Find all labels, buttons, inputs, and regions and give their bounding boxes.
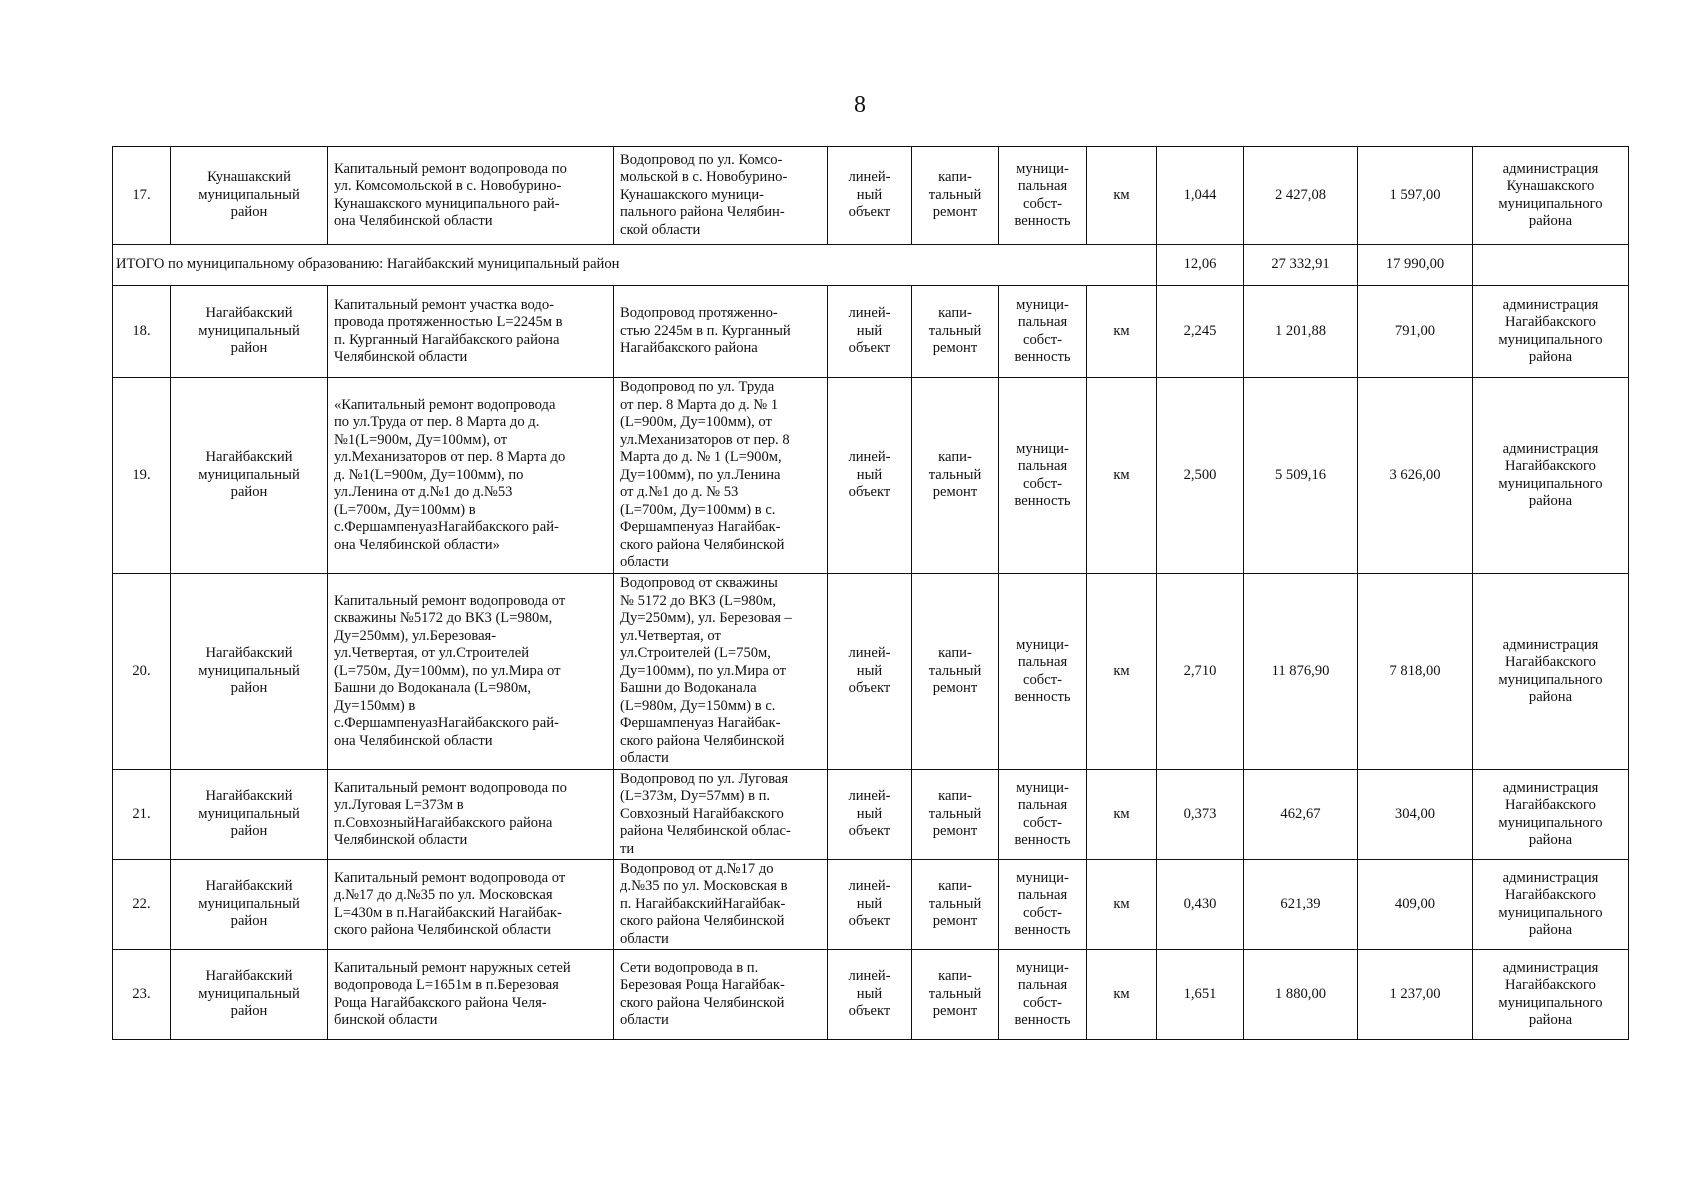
total-length: 12,06 [1157, 245, 1244, 286]
row-number: 20. [113, 574, 171, 770]
ownership-type: муници- пальная собст- венность [999, 147, 1087, 245]
ownership-type: муници- пальная собст- венность [999, 770, 1087, 860]
funding-value: 1 237,00 [1358, 950, 1473, 1040]
ownership-type: муници- пальная собст- венность [999, 574, 1087, 770]
total-funding: 17 990,00 [1358, 245, 1473, 286]
responsible-organization: администрация Нагайбакского муниципального района [1473, 950, 1629, 1040]
table-row [113, 950, 1629, 1040]
length-value: 0,430 [1157, 860, 1244, 950]
cost-value: 462,67 [1244, 770, 1358, 860]
funding-value: 7 818,00 [1358, 574, 1473, 770]
table-row [113, 147, 1629, 245]
object-description: Водопровод по ул. Комсо- мольской в с. Новобурино- Кунашакского муници- пального района Челябин- ской области [614, 147, 828, 245]
table-row [113, 860, 1629, 950]
object-name: Капитальный ремонт наружных сетей водопровода L=1651м в п.Березовая Роща Нагайбакского района Челя- бинской области [328, 950, 614, 1040]
unit: км [1087, 378, 1157, 574]
page-number: 8 [854, 92, 866, 118]
length-value: 0,373 [1157, 770, 1244, 860]
object-description: Водопровод по ул. Труда от пер. 8 Марта до д. № 1 (L=900м, Ду=100мм), от ул.Механизаторов от пер. 8 Марта до д. № 1 (L=900м, Ду=100мм), по ул.Ленина от д.№1 до д. № 53 (L=700м, Ду=100мм) в с. Фершампенуаз Нагайбак- ского района Челябинской области [614, 378, 828, 574]
row-number: 18. [113, 286, 171, 378]
district-name: Нагайбакский муниципальный район [171, 950, 328, 1040]
funding-value: 1 597,00 [1358, 147, 1473, 245]
table-row [113, 378, 1629, 574]
object-type: линей- ный объект [828, 378, 912, 574]
district-name: Нагайбакский муниципальный район [171, 286, 328, 378]
funding-value: 791,00 [1358, 286, 1473, 378]
length-value: 1,651 [1157, 950, 1244, 1040]
ownership-type: муници- пальная собст- венность [999, 286, 1087, 378]
object-description: Водопровод от скважины № 5172 до ВК3 (L=980м, Ду=250мм), ул. Березовая – ул.Четвертая, от ул.Строителей (L=750м, Ду=100мм), по ул.Мира от Башни до Водоканала (L=980м, Ду=150мм) в с. Фершампенуаз Нагайбак- ского района Челябинской области [614, 574, 828, 770]
work-type: капи- тальный ремонт [912, 770, 999, 860]
total-cost: 27 332,91 [1244, 245, 1358, 286]
object-description: Водопровод по ул. Луговая (L=373м, Dy=57мм) в п. Совхозный Нагайбакского района Челябинской облас- ти [614, 770, 828, 860]
object-name: Капитальный ремонт водопровода по ул.Луговая L=373м в п.СовхозныйНагайбакского района Челябинской области [328, 770, 614, 860]
unit: км [1087, 147, 1157, 245]
object-type: линей- ный объект [828, 147, 912, 245]
funding-value: 304,00 [1358, 770, 1473, 860]
work-type: капи- тальный ремонт [912, 950, 999, 1040]
ownership-type: муници- пальная собст- венность [999, 378, 1087, 574]
unit: км [1087, 574, 1157, 770]
unit: км [1087, 770, 1157, 860]
object-type: линей- ный объект [828, 574, 912, 770]
object-name: Капитальный ремонт водопровода от д.№17 до д.№35 по ул. Московская L=430м в п.Нагайбакский Нагайбак- ского района Челябинской области [328, 860, 614, 950]
object-type: линей- ный объект [828, 860, 912, 950]
table-row [113, 574, 1629, 770]
unit: км [1087, 860, 1157, 950]
responsible-organization: администрация Нагайбакского муниципального района [1473, 770, 1629, 860]
total-empty-cell [1473, 245, 1629, 286]
unit: км [1087, 286, 1157, 378]
table-body [113, 147, 1629, 1040]
length-value: 2,710 [1157, 574, 1244, 770]
object-name: Капитальный ремонт участка водо- провода протяженностью L=2245м в п. Курганный Нагайбакского района Челябинской области [328, 286, 614, 378]
cost-value: 5 509,16 [1244, 378, 1358, 574]
work-type: капи- тальный ремонт [912, 147, 999, 245]
table-row [113, 286, 1629, 378]
municipal-total-row [113, 245, 1629, 286]
district-name: Нагайбакский муниципальный район [171, 378, 328, 574]
ownership-type: муници- пальная собст- венность [999, 860, 1087, 950]
unit: км [1087, 950, 1157, 1040]
row-number: 19. [113, 378, 171, 574]
district-name: Нагайбакский муниципальный район [171, 574, 328, 770]
responsible-organization: администрация Нагайбакского муниципального района [1473, 378, 1629, 574]
responsible-organization: администрация Нагайбакского муниципального района [1473, 286, 1629, 378]
object-description: Водопровод протяженно- стью 2245м в п. Курганный Нагайбакского района [614, 286, 828, 378]
object-description: Сети водопровода в п. Березовая Роща Нагайбак- ского района Челябинской области [614, 950, 828, 1040]
work-type: капи- тальный ремонт [912, 574, 999, 770]
work-type: капи- тальный ремонт [912, 286, 999, 378]
work-type: капи- тальный ремонт [912, 860, 999, 950]
responsible-organization: администрация Кунашакского муниципального района [1473, 147, 1629, 245]
row-number: 22. [113, 860, 171, 950]
responsible-organization: администрация Нагайбакского муниципального района [1473, 574, 1629, 770]
responsible-organization: администрация Нагайбакского муниципального района [1473, 860, 1629, 950]
cost-value: 1 201,88 [1244, 286, 1358, 378]
row-number: 23. [113, 950, 171, 1040]
length-value: 1,044 [1157, 147, 1244, 245]
object-name: Капитальный ремонт водопровода от скважины №5172 до ВК3 (L=980м, Ду=250мм), ул.Березовая- ул.Четвертая, от ул.Строителей (L=750м, Ду=100мм), по ул.Мира от Башни до Водоканала (L=980м, Ду=150мм) в с.ФершампенуазНагайбакского рай- она Челябинской области [328, 574, 614, 770]
table-row [113, 770, 1629, 860]
length-value: 2,500 [1157, 378, 1244, 574]
district-name: Нагайбакский муниципальный район [171, 860, 328, 950]
capital-repair-table [112, 146, 1629, 1040]
object-type: линей- ный объект [828, 950, 912, 1040]
row-number: 17. [113, 147, 171, 245]
length-value: 2,245 [1157, 286, 1244, 378]
cost-value: 1 880,00 [1244, 950, 1358, 1040]
ownership-type: муници- пальная собст- венность [999, 950, 1087, 1040]
district-name: Кунашакский муниципальный район [171, 147, 328, 245]
object-description: Водопровод от д.№17 до д.№35 по ул. Московская в п. НагайбакскийНагайбак- ского района Челябинской области [614, 860, 828, 950]
row-number: 21. [113, 770, 171, 860]
object-type: линей- ный объект [828, 770, 912, 860]
cost-value: 2 427,08 [1244, 147, 1358, 245]
cost-value: 621,39 [1244, 860, 1358, 950]
object-name: «Капитальный ремонт водопровода по ул.Труда от пер. 8 Марта до д. №1(L=900м, Ду=100мм), от ул.Механизаторов от пер. 8 Марта до д. №1(L=900м, Ду=100мм), по ул.Ленина от д.№1 до д.№53 (L=700м, Ду=100мм) в с.ФершампенуазНагайбакского рай- она Челябинской области» [328, 378, 614, 574]
district-name: Нагайбакский муниципальный район [171, 770, 328, 860]
object-name: Капитальный ремонт водопровода по ул. Комсомольской в с. Новобурино- Кунашакского муниципального рай- она Челябинской области [328, 147, 614, 245]
work-type: капи- тальный ремонт [912, 378, 999, 574]
total-label: ИТОГО по муниципальному образованию: Нагайбакский муниципальный район [113, 245, 1157, 286]
cost-value: 11 876,90 [1244, 574, 1358, 770]
funding-value: 409,00 [1358, 860, 1473, 950]
object-type: линей- ный объект [828, 286, 912, 378]
funding-value: 3 626,00 [1358, 378, 1473, 574]
